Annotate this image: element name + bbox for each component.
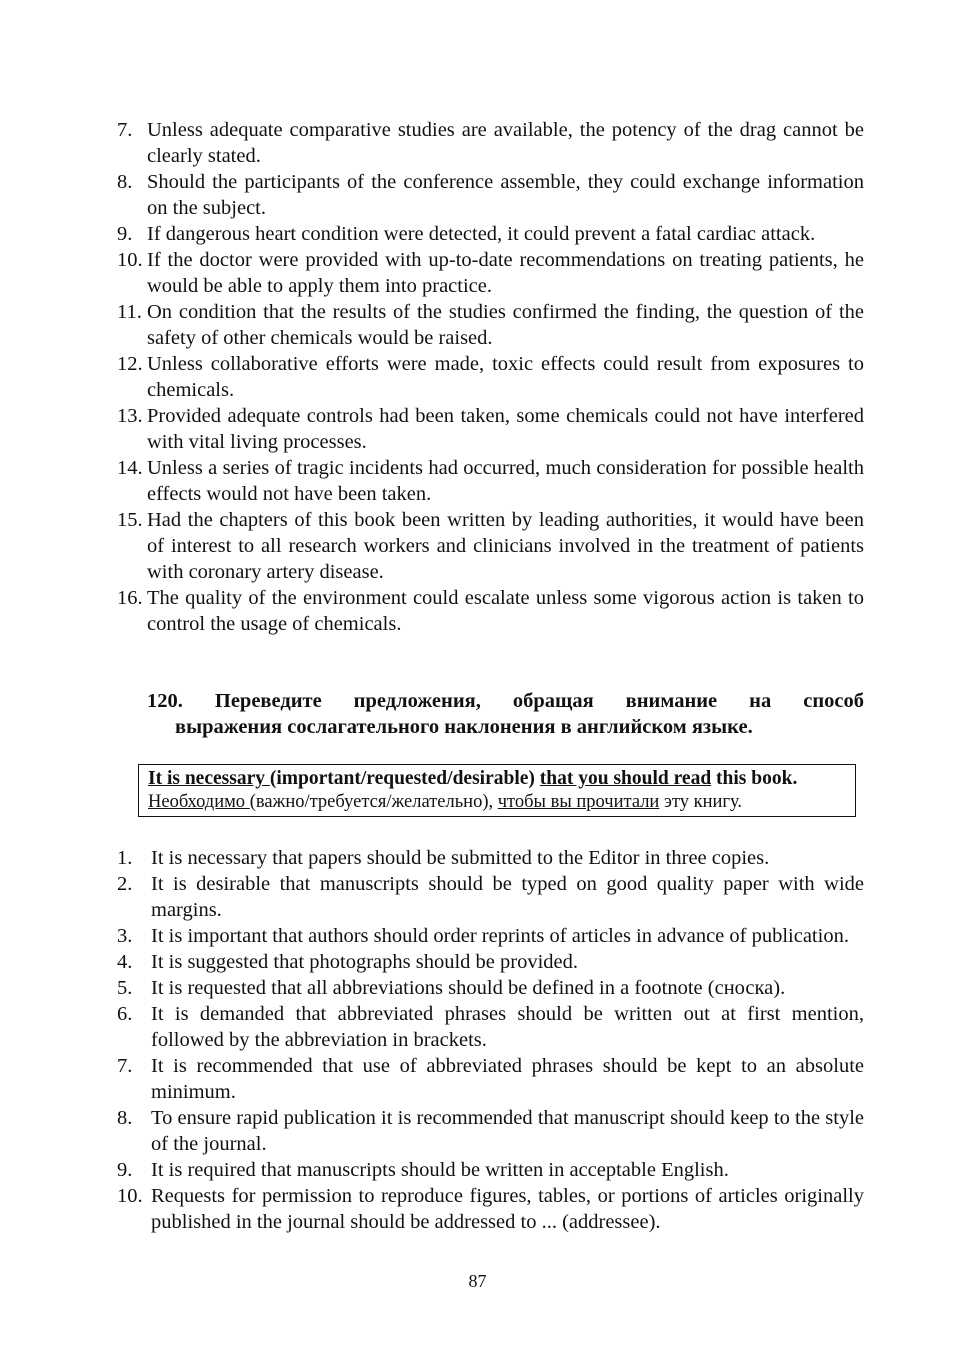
list-item: 15. Had the chapters of this book been written by leading authorities, it would have been of interest to all research workers and clinicians involved in the treatment of patients with coronary artery disease. (117, 509, 864, 583)
list-item: 8. To ensure rapid publication it is recommended that manuscript should keep to the style of the journal. (117, 1107, 864, 1155)
list-item: 10. Requests for permission to reproduce figures, tables, or portions of articles originally published in the journal should be addressed to ... (addressee). (117, 1185, 864, 1233)
list-item: 1. It is necessary that papers should be submitted to the Editor in three copies. (117, 847, 770, 869)
list-item: 16. The quality of the environment could escalate unless some vigorous action is taken to control the usage of chemicals. (117, 587, 864, 635)
list-item: 12. Unless collaborative efforts were made, toxic effects could result from exposures to chemicals. (117, 353, 864, 401)
list-item: 11. On condition that the results of the studies confirmed the finding, the question of the safety of other chemicals would be raised. (117, 301, 864, 349)
exercise-heading-line1: 120. Переведите предложения, обращая внимание на способ (147, 690, 864, 712)
example-box (138, 764, 856, 817)
list-item: 6. It is demanded that abbreviated phrases should be written out at first mention, followed by the abbreviation in brackets. (117, 1003, 864, 1051)
list-item: 8. Should the participants of the conference assemble, they could exchange information on the subject. (117, 171, 864, 219)
list-item: 2. It is desirable that manuscripts should be typed on good quality paper with wide margins. (117, 873, 864, 921)
example-english: It is necessary (important/requested/desirable) that you should read this book. (148, 768, 798, 789)
exercise-heading (147, 688, 864, 740)
example-russian: Необходимо (важно/требуется/желательно), чтобы вы прочитали эту книгу. (148, 792, 743, 812)
list-item: 14. Unless a series of tragic incidents had occurred, much consideration for possible health effects would not have been taken. (117, 457, 864, 505)
list-item: 3. It is important that authors should order reprints of articles in advance of publication. (117, 925, 849, 947)
conditional-sentences-list (117, 117, 864, 637)
list-item: 9. If dangerous heart condition were detected, it could prevent a fatal cardiac attack. (117, 223, 816, 245)
subjunctive-sentences-list (117, 845, 864, 1235)
list-item: 4. It is suggested that photographs should be provided. (117, 951, 579, 973)
list-item: 9. It is required that manuscripts should be written in acceptable English. (117, 1159, 729, 1181)
list-item: 10. If the doctor were provided with up-to-date recommendations on treating patients, he would be able to apply them into practice. (117, 249, 864, 297)
page-number: 87 (468, 1271, 487, 1291)
exercise-heading-line2: выражения сослагательного наклонения в английском языке. (175, 716, 753, 738)
list-item: 5. It is requested that all abbreviations should be defined in a footnote (сноска). (117, 977, 786, 999)
list-item: 7. It is recommended that use of abbreviated phrases should be kept to an absolute minimum. (117, 1055, 864, 1103)
list-item: 13. Provided adequate controls had been taken, some chemicals could not have interfered with vital living processes. (117, 405, 864, 453)
list-item: 7. Unless adequate comparative studies are available, the potency of the drag cannot be clearly stated. (117, 119, 864, 167)
